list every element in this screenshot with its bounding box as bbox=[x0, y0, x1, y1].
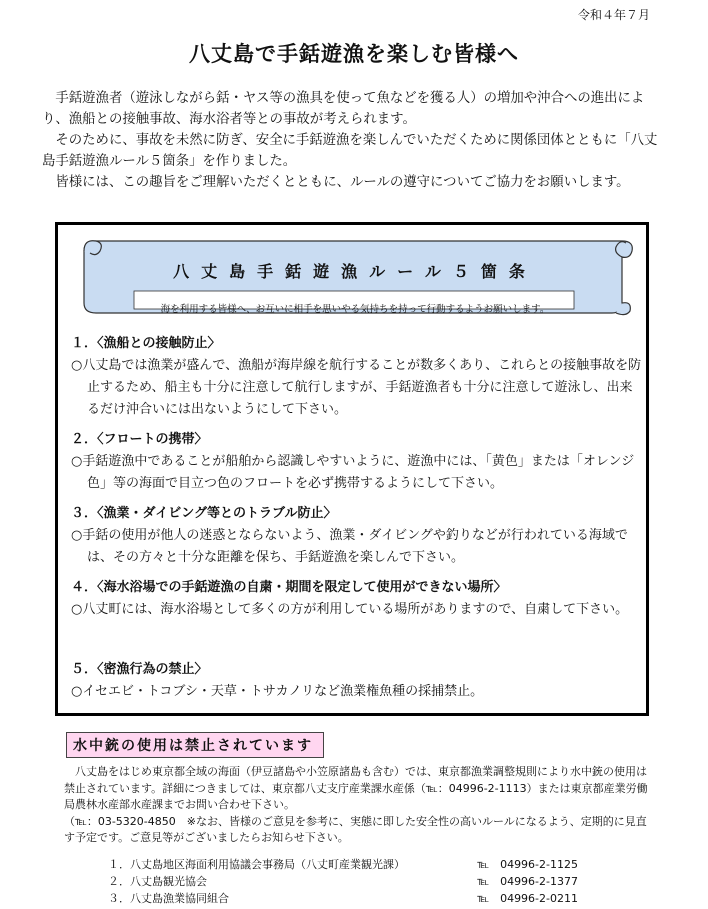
contact-list bbox=[108, 856, 578, 907]
intro-paragraph: 手銛遊漁者（遊泳しながら銛・ヤス等の漁具を使って魚などを獲る人）の増加や沖合への進出により、漁船との接触事故、海水浴者等との事故が考えられます。 bbox=[42, 91, 645, 127]
contact-name: ３．八丈島漁業協同組合 bbox=[108, 892, 229, 905]
speargun-ban-label: 水中銃の使用は禁止されています bbox=[66, 732, 324, 758]
rule-body: ○手銛の使用が他人の迷惑とならないよう、漁業・ダイビングや釣りなどが行われている海域では、その方々と十分な距離を保ち、手銛遊漁を楽しんで下さい。 bbox=[71, 528, 628, 565]
ban-paragraph: 八丈島をはじめ東京都全域の海面（伊豆諸島や小笠原諸島も含む）では、東京都漁業調整規則により水中銃の使用は禁止されています。詳細につきましては、東京都八丈支庁産業課水産係（℡：04996-2-1113）または東京都産業労働局農林水産部水産課までお問い合わせ下さい。 bbox=[64, 765, 648, 811]
intro-paragraph: そのために、事故を未然に防ぎ、安全に手銛遊漁を楽しんでいただくために関係団体とともに「八丈島手銛遊漁ルール５箇条」を作りました。 bbox=[42, 133, 658, 169]
contact-tel: ℡ 04996-2-1377 bbox=[477, 875, 578, 888]
rule-body: ○手銛遊漁中であることが船舶から認識しやすいように、遊漁中には、「黄色」または「オレンジ色」等の海面で目立つ色のフロートを必ず携帯するようにして下さい。 bbox=[71, 454, 635, 491]
rules-frame bbox=[55, 222, 649, 716]
ban-paragraph: （℡：03-5320-4850 ※なお、皆様のご意見を参考に、実態に即した安全性の高いルールになるよう、定期的に見直す予定です。ご意見等がございましたらお知らせ下さい。 bbox=[64, 814, 647, 844]
rule-body: ○イセエビ・トコブシ・天草・トサカノリなど漁業権魚種の採捕禁止。 bbox=[71, 684, 484, 699]
contact-name: ２．八丈島観光協会 bbox=[108, 875, 207, 888]
document-date: 令和４年７月 bbox=[577, 8, 650, 22]
rule-item bbox=[71, 577, 643, 621]
contact-row bbox=[108, 856, 578, 873]
rule-item bbox=[71, 503, 643, 569]
rule-heading: ４．〈海水浴場での手銛遊漁の自粛・期間を限定して使用ができない場所〉 bbox=[71, 580, 507, 595]
contact-tel: ℡ 04996-2-0211 bbox=[477, 892, 578, 905]
rule-heading: ３．〈漁業・ダイビング等とのトラブル防止〉 bbox=[71, 506, 337, 521]
rules-title: 八丈島手銛遊漁ルール５箇条 bbox=[173, 262, 537, 281]
speargun-ban-text bbox=[64, 764, 654, 847]
rule-heading: ５．〈密漁行為の禁止〉 bbox=[71, 662, 208, 677]
rule-item bbox=[71, 333, 643, 421]
intro-paragraph: 皆様には、この趣旨をご理解いただくとともに、ルールの遵守についてご協力をお願いします。 bbox=[42, 175, 630, 190]
rule-item bbox=[71, 659, 643, 703]
contact-tel: ℡ 04996-2-1125 bbox=[477, 858, 578, 871]
contact-name: １．八丈島地区海面利用協議会事務局（八丈町産業観光課） bbox=[108, 858, 405, 871]
rule-body: ○八丈島では漁業が盛んで、漁船が海岸線を航行することが数多くあり、これらとの接触事故を防止するため、船主も十分に注意して航行しますが、手銛遊漁者も十分に注意して遊泳し、出来るだけ沖合いには出ないようにして下さい。 bbox=[71, 358, 642, 417]
page-title: 八丈島で手銛遊漁を楽しむ皆様へ bbox=[189, 42, 519, 66]
rules-banner bbox=[74, 233, 636, 317]
rule-item bbox=[71, 429, 643, 495]
contact-row bbox=[108, 873, 578, 890]
rule-heading: １．〈漁船との接触防止〉 bbox=[71, 336, 221, 351]
intro-section bbox=[42, 88, 670, 193]
rules-subtitle: 海を利用する皆様へ、お互いに相手を思いやる気持ちを持って行動するようお願いします。 bbox=[160, 304, 550, 315]
rule-heading: ２．〈フロートの携帯〉 bbox=[71, 432, 208, 447]
contact-row bbox=[108, 890, 578, 907]
rule-body: ○八丈町には、海水浴場として多くの方が利用している場所がありますので、自粛して下さい。 bbox=[71, 602, 629, 617]
